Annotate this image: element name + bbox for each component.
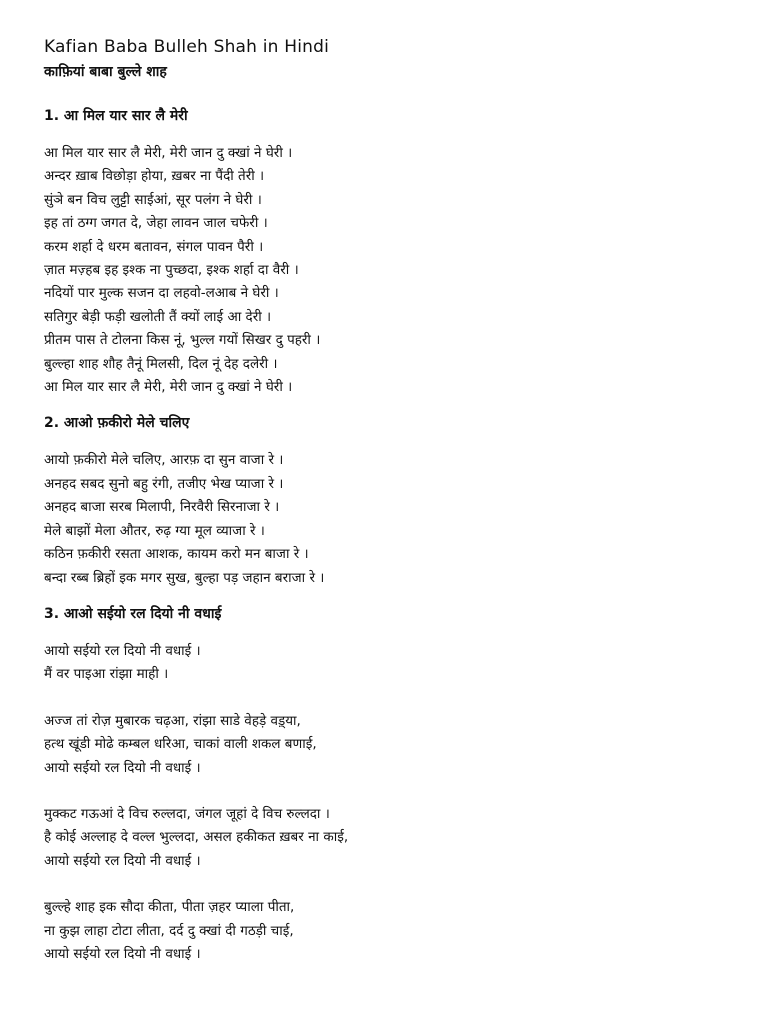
section-heading: 3. आओ सईयो रल दियो नी वधाई bbox=[44, 605, 222, 622]
verse-line: आयो सईयो रल दियो नी वधाई । bbox=[44, 945, 201, 962]
verse-line: ना कुझ लाहा टोटा लीता, दर्द दु क्खां दी गठड़ी चाई, bbox=[44, 922, 294, 939]
verse-line: आ मिल यार सार लै मेरी, मेरी जान दु क्खां ने घेरी । bbox=[44, 145, 293, 161]
verse-line: आयो सईयो रल दियो नी वधाई । bbox=[44, 852, 201, 869]
verse-line: आयो सईयो रल दियो नी वधाई । bbox=[44, 759, 201, 776]
verse-stanza bbox=[44, 142, 748, 399]
verse-line: अनहद बाजा सरब मिलापी, निरवैरी सिरनाजा रे । bbox=[44, 499, 280, 516]
verse-line: आयो फ़कीरो मेले चलिए, आरफ़ दा सुन वाजा रे । bbox=[44, 452, 284, 469]
verse-line: इह तां ठग्ग जगत दे, जेहा लावन जाल चफेरी । bbox=[44, 215, 268, 232]
verse-line: है कोई अल्लाह दे वल्ल भुल्लदा, असल हकीकत ख़बर ना काई, bbox=[44, 829, 349, 846]
verse-stanza bbox=[44, 710, 748, 780]
verse-line: कठिन फ़कीरी रसता आशक, कायम करो मन बाजा रे । bbox=[44, 546, 309, 563]
poem-section bbox=[44, 104, 748, 399]
verse-line: करम शर्हा दे धरम बतावन, संगल पावन पैरी । bbox=[44, 238, 264, 255]
verse-stanza bbox=[44, 449, 748, 589]
section-heading: 2. आओ फ़कीरो मेले चलिए bbox=[44, 415, 190, 432]
verse-line: हत्थ खूंडी मोढे कम्बल धरिआ, चाकां वाली शकल बणाई, bbox=[44, 736, 317, 753]
verse-line: बुल्ल्हे शाह इक सौदा कीता, पीता ज़हर प्याला पीता, bbox=[44, 899, 295, 916]
document-title: Kafian Baba Bulleh Shah in Hindi bbox=[44, 37, 330, 57]
poem-sections bbox=[44, 104, 748, 966]
verse-line: सतिगुर बेड़ी फड़ी खलोती तैं क्यों लाई आ देरी । bbox=[44, 308, 272, 325]
verse-line: अज्ज तां रोज़ मुबारक चढ़आ, रांझा साडे वेहड़े वड़्या, bbox=[44, 712, 301, 729]
verse-line: ज़ात मज़्हब इह इश्क ना पुच्छदा, इश्क शर्हा दा वैरी । bbox=[44, 262, 299, 279]
poem-section bbox=[44, 411, 748, 589]
verse-line: प्रीतम पास ते टोलना किस नूं, भुल्ल गयों सिखर दु पहरी । bbox=[44, 332, 321, 349]
verse-line: आ मिल यार सार लै मेरी, मेरी जान दु क्खां ने घेरी । bbox=[44, 379, 293, 396]
verse-line: मुक्कट गऊआं दे विच रुल्लदा, जंगल जूहां दे विच रुल्लदा । bbox=[44, 805, 330, 822]
section-heading: 1. आ मिल यार सार लै मेरी bbox=[44, 108, 188, 124]
verse-stanza bbox=[44, 896, 748, 966]
verse-line: बुल्ल्हा शाह शौह तैनूं मिलसी, दिल नूं देह दलेरी । bbox=[44, 355, 278, 372]
verse-line: मैं वर पाइआ रांझा माही । bbox=[44, 666, 169, 683]
verse-stanza bbox=[44, 640, 748, 687]
verse-line: मेले बाझों मेला औतर, रुढ़ ग्या मूल व्याजा रे । bbox=[44, 522, 265, 539]
document-subtitle: काफ़ियां बाबा बुल्ले शाह bbox=[44, 64, 167, 80]
verse-line: आयो सईयो रल दियो नी वधाई । bbox=[44, 642, 201, 659]
poem-section bbox=[44, 602, 748, 966]
verse-line: नदियों पार मुल्क सजन दा लहवो-लआब ने घेरी । bbox=[44, 285, 279, 302]
verse-line: बन्दा रब्ब ब्रिहों इक मगर सुख, बुल्हा पड़ जहान बराजा रे । bbox=[44, 569, 325, 586]
verse-line: सुंञे बन विच लुट्टी साईआं, सूर पलंग ने घेरी । bbox=[44, 191, 262, 208]
verse-line: अन्दर ख़ाब विछोड़ा होया, ख़बर ना पैंदी तेरी । bbox=[44, 168, 265, 185]
document-page bbox=[44, 36, 748, 966]
verse-line: अनहद सबद सुनो बहु रंगी, तजीए भेख प्याजा रे । bbox=[44, 475, 284, 492]
verse-stanza bbox=[44, 803, 748, 873]
